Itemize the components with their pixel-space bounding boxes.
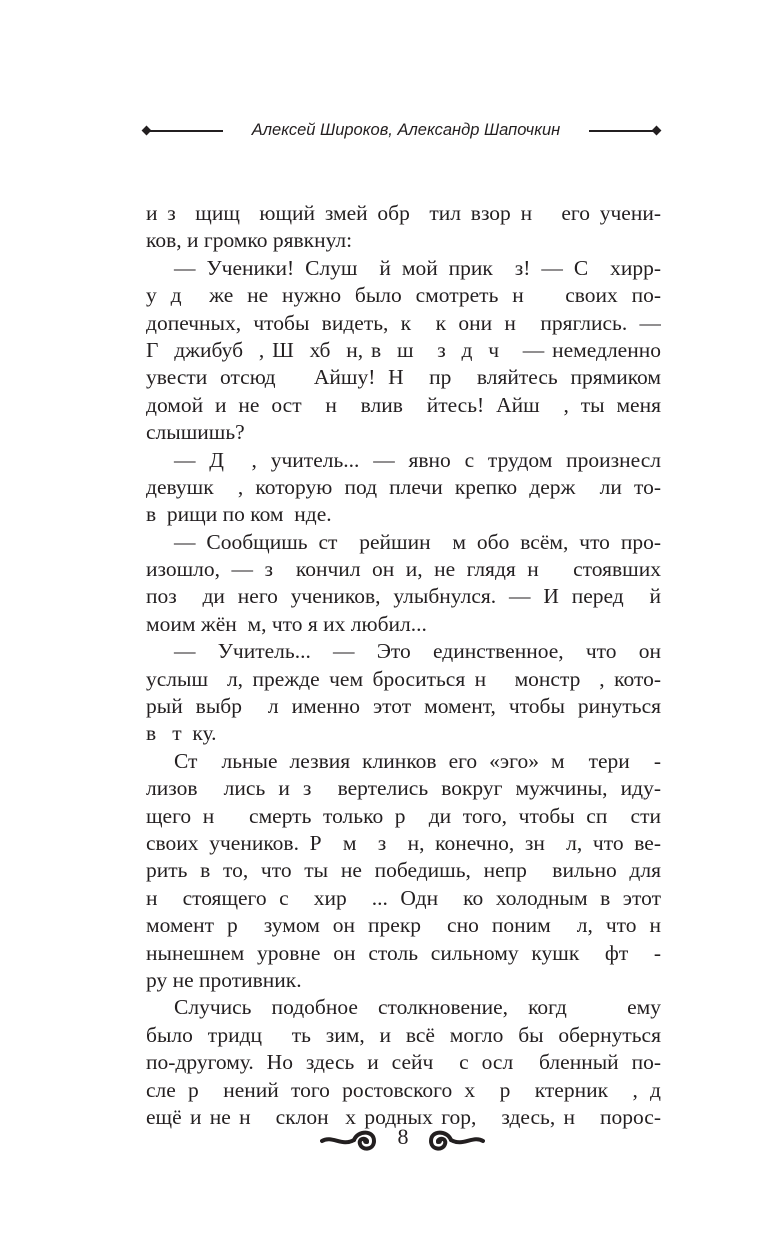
text-line: — Д , учитель... — явно с трудом произнесл [174,447,661,472]
text-line: увести отсюд Айшу! Н пр вляйтесь прямиком [146,365,661,390]
text-line: у д же не нужно было смотреть н своих по- [146,283,661,308]
text-line: было тридц ть зим, и всё могло бы обернуться [146,1022,661,1047]
text-line: изошло, — з кончил он и, не глядя н стоявших [146,557,661,582]
text-line: — Сообщишь ст рейшин м обо всём, что про- [174,529,661,554]
text-line: — Ученики! Слуш й мой прик з! — С хирр- [174,255,661,280]
running-header [143,117,663,143]
text-line: Случись подобное столкновение, когд ему [174,995,661,1020]
header-rule-left [147,130,223,132]
text-line: домой и не ост н влив йтесь! Айш , ты меня [146,392,661,417]
text-line: щего н смерть только р ди того, чтобы сп сти [146,803,661,828]
page-number: 8 [397,1124,409,1149]
text-line: Ст льные лезвия клинков его «эго» м тери - [174,748,661,773]
text-line: своих учеников. Р м з н, конечно, зн л, что ве- [146,830,661,855]
text-line: ков, и громко рявкнул: [146,228,353,253]
body-text [146,200,661,1131]
text-line: в рищи по ком нде. [146,502,332,527]
text-line: нынешнем уровне он столь сильному кушк фт - [146,940,661,965]
footer-ornament-right [425,1126,485,1154]
footer-ornament-left [320,1126,380,1154]
text-line: слышишь? [146,420,245,445]
header-diamond-right [652,126,662,136]
text-line: ещё и не н склон х родных гор, здесь, н порос- [146,1104,661,1129]
text-line: ру не противник. [146,967,302,992]
text-line: по-другому. Но здесь и сейч с осл бленный по- [146,1050,661,1075]
page-footer [320,1120,485,1160]
text-line: моим жён м, что я их любил... [146,611,427,636]
text-line: лизов лись и з вертелись вокруг мужчины, иду- [146,776,661,801]
text-line: рый выбр л именно этот момент, чтобы ринуться [146,694,661,719]
text-line: н стоящего с хир ... Одн ко холодным в этот [146,885,661,910]
text-line: Г джибуб , Ш хб н, в ш з д ч — немедленно [146,337,661,362]
text-line: и з щищ ющий змей обр тил взор н его учени- [146,201,661,225]
header-rule-right [589,130,655,132]
text-line: момент р зумом он прекр сно поним л, что н [146,913,661,938]
text-line: сле р нений того ростовского х р ктерник , д [146,1077,661,1102]
text-line: рить в то, что ты не победишь, непр вильно для [146,858,661,883]
text-line: допечных, чтобы видеть, к к они н пряглись. — [146,310,661,335]
header-title: Алексей Широков, Александр Шапочкин [251,121,561,139]
text-line: услыш л, прежде чем броситься н монстр , кото- [146,666,661,691]
text-line: девушк , которую под плечи крепко держ ли то- [146,474,661,499]
text-line: поз ди него учеников, улыбнулся. — И перед й [146,584,661,609]
text-line: — Учитель... — Это единственное, что он [174,639,661,664]
text-line: в т ку. [146,721,217,746]
